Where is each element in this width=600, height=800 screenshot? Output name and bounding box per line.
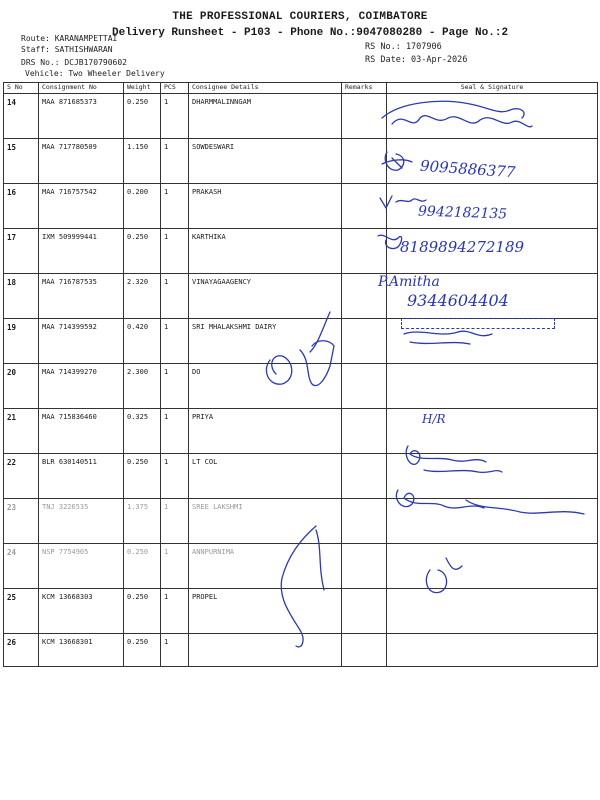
cell-signature [387, 634, 598, 667]
cell-weight: 1.375 [124, 499, 161, 544]
cell-sno: 16 [4, 184, 39, 229]
cell-consignment: KCM 13668303 [39, 589, 124, 634]
table-row [4, 589, 598, 634]
cell-remarks [342, 94, 387, 139]
cell-weight: 0.250 [124, 544, 161, 589]
col-header-weight: Weight [124, 83, 161, 94]
vehicle-label: Vehicle: Two Wheeler Delivery [25, 69, 165, 78]
cell-consignment: MAA 716787535 [39, 274, 124, 319]
handwritten-name-18: P.Amitha [378, 274, 440, 290]
cell-consignee: LT COL [189, 454, 342, 499]
col-header-signature: Seal & Signature [387, 83, 598, 94]
table-row [4, 184, 598, 229]
cell-consignee: PRIYA [189, 409, 342, 454]
col-header-consignment: Consignment No [39, 83, 124, 94]
table-row [4, 364, 598, 409]
cell-sno: 22 [4, 454, 39, 499]
seal-stamp [401, 318, 555, 329]
cell-signature [387, 589, 598, 634]
cell-signature [387, 454, 598, 499]
cell-pcs: 1 [161, 184, 189, 229]
cell-weight: 0.250 [124, 634, 161, 667]
company-title: THE PROFESSIONAL COURIERS, COIMBATORE [172, 11, 428, 23]
table-row [4, 94, 598, 139]
cell-pcs: 1 [161, 409, 189, 454]
cell-pcs: 1 [161, 139, 189, 184]
cell-consignment: KCM 13668301 [39, 634, 124, 667]
cell-pcs: 1 [161, 589, 189, 634]
cell-weight: 0.250 [124, 589, 161, 634]
cell-remarks [342, 409, 387, 454]
cell-consignment: MAA 716757542 [39, 184, 124, 229]
cell-consignment: NSP 7754905 [39, 544, 124, 589]
cell-weight: 2.300 [124, 364, 161, 409]
rs-date: RS Date: 03-Apr-2026 [365, 55, 468, 65]
cell-pcs: 1 [161, 94, 189, 139]
handwritten-note-22: H/R [422, 412, 446, 426]
cell-signature [387, 499, 598, 544]
cell-remarks [342, 634, 387, 667]
cell-weight: 0.420 [124, 319, 161, 364]
cell-consignment: MAA 717780509 [39, 139, 124, 184]
cell-sno: 17 [4, 229, 39, 274]
cell-signature [387, 364, 598, 409]
handwritten-phone-16: 9942182135 [417, 203, 508, 223]
cell-consignee: PROPEL [189, 589, 342, 634]
cell-sno: 21 [4, 409, 39, 454]
cell-consignee [189, 634, 342, 667]
cell-remarks [342, 139, 387, 184]
cell-sno: 23 [4, 499, 39, 544]
cell-signature [387, 544, 598, 589]
cell-signature [387, 94, 598, 139]
cell-consignment: MAA 714399592 [39, 319, 124, 364]
cell-sno: 25 [4, 589, 39, 634]
col-header-sno: S No [4, 83, 39, 94]
cell-sno: 18 [4, 274, 39, 319]
cell-remarks [342, 589, 387, 634]
table-row [4, 499, 598, 544]
handwritten-phone-18: 9344604404 [407, 291, 509, 310]
cell-weight: 0.200 [124, 184, 161, 229]
cell-sno: 19 [4, 319, 39, 364]
cell-sno: 14 [4, 94, 39, 139]
cell-pcs: 1 [161, 499, 189, 544]
cell-consignee: PRAKASH [189, 184, 342, 229]
handwritten-phone-17: 8189894272189 [400, 238, 525, 256]
table-row [4, 544, 598, 589]
cell-consignment: IXM 509999441 [39, 229, 124, 274]
handwritten-phone-15: 9095886377 [419, 156, 516, 182]
cell-consignee: VINAYAGAAGENCY [189, 274, 342, 319]
cell-pcs: 1 [161, 454, 189, 499]
cell-weight: 1.150 [124, 139, 161, 184]
cell-remarks [342, 499, 387, 544]
cell-consignment: MAA 715836460 [39, 409, 124, 454]
cell-consignee: ANNPURNIMA [189, 544, 342, 589]
cell-pcs: 1 [161, 229, 189, 274]
table-row [4, 454, 598, 499]
cell-consignee: DO [189, 364, 342, 409]
cell-consignment: TNJ 3226535 [39, 499, 124, 544]
cell-consignment: MAA 871685373 [39, 94, 124, 139]
cell-consignee: SOWDESWARI [189, 139, 342, 184]
cell-sno: 24 [4, 544, 39, 589]
runsheet-heading: Delivery Runsheet - P103 - Phone No.:9047080280 - Page No.:2 [112, 27, 509, 39]
cell-consignment: BLR 630140511 [39, 454, 124, 499]
cell-pcs: 1 [161, 319, 189, 364]
rs-number: RS No.: 1707906 [365, 42, 442, 52]
cell-remarks [342, 454, 387, 499]
cell-signature [387, 409, 598, 454]
cell-consignee: DHARMMALINNGAM [189, 94, 342, 139]
col-header-pcs: PCS [161, 83, 189, 94]
cell-sno: 20 [4, 364, 39, 409]
cell-remarks [342, 229, 387, 274]
cell-weight: 0.250 [124, 454, 161, 499]
cell-sno: 15 [4, 139, 39, 184]
cell-remarks [342, 544, 387, 589]
cell-pcs: 1 [161, 364, 189, 409]
cell-consignee: SRI MHALAKSHMI DAIRY [189, 319, 342, 364]
cell-pcs: 1 [161, 274, 189, 319]
cell-weight: 0.250 [124, 229, 161, 274]
cell-remarks [342, 319, 387, 364]
col-header-remarks: Remarks [342, 83, 387, 94]
cell-consignee: KARTHIKA [189, 229, 342, 274]
cell-weight: 0.250 [124, 94, 161, 139]
cell-weight: 2.320 [124, 274, 161, 319]
cell-pcs: 1 [161, 544, 189, 589]
drs-number: DRS No.: DCJB170790602 [21, 58, 127, 67]
cell-consignee: SREE LAKSHMI [189, 499, 342, 544]
table-row [4, 409, 598, 454]
route-label: Route: KARANAMPETTAI [21, 34, 118, 43]
cell-weight: 0.325 [124, 409, 161, 454]
col-header-consignee: Consignee Details [189, 83, 342, 94]
cell-remarks [342, 184, 387, 229]
cell-remarks [342, 364, 387, 409]
cell-sno: 26 [4, 634, 39, 667]
cell-pcs: 1 [161, 634, 189, 667]
cell-consignment: MAA 714399270 [39, 364, 124, 409]
table-header-row [4, 83, 598, 94]
staff-label: Staff: SATHISHWARAN [21, 45, 113, 54]
table-row [4, 634, 598, 667]
